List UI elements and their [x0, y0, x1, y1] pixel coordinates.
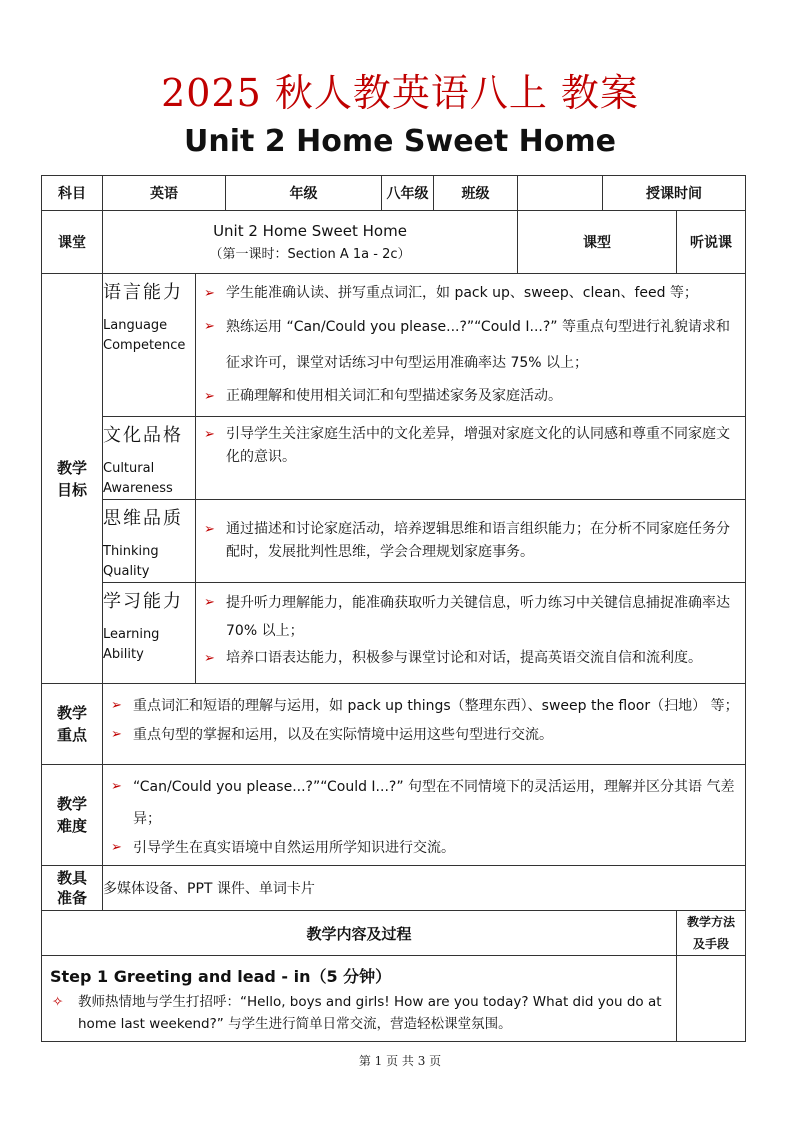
list-item: ➢ “Can/Could you please...?”“Could I...?” 句型在不同情境下的灵活运用，理解并区分其语 气差异； [111, 771, 739, 835]
arrow-bullet-icon: ➢ [204, 427, 215, 442]
objective-row-learning [42, 583, 746, 684]
process-header-row [42, 911, 746, 956]
competency-en: Cultural Awareness [103, 461, 173, 496]
competency-zh: 学习能力 [103, 591, 183, 612]
arrow-bullet-icon: ➢ [204, 522, 215, 537]
lesson-plan-table [41, 175, 746, 1042]
competency-en: Learning Ability [103, 627, 160, 662]
info-row [42, 176, 746, 211]
arrow-bullet-icon: ➢ [111, 779, 122, 794]
objective-row-language [42, 274, 746, 417]
difficulties-row [42, 765, 746, 866]
arrow-bullet-icon: ➢ [204, 319, 215, 334]
objective-row-thinking [42, 500, 746, 583]
lesson-section: （第一课时：Section A 1a - 2c） [209, 247, 411, 262]
objective-row-cultural [42, 417, 746, 500]
arrow-bullet-icon: ➢ [111, 727, 122, 742]
unit-title: Unit 2 Home Sweet Home [184, 124, 616, 159]
list-item: ➢ 引导学生在真实语境中自然运用所学知识进行交流。 [111, 837, 739, 859]
competency-thinking [103, 500, 196, 583]
lesson-row [42, 211, 746, 274]
step-row [42, 956, 746, 1042]
difficulties-content [103, 765, 746, 866]
class-value [518, 176, 603, 211]
key-points-label: 教学重点 [42, 684, 103, 765]
type-value: 听说课 [677, 211, 746, 274]
arrow-bullet-icon: ➢ [111, 840, 122, 855]
process-header: 教学内容及过程 [42, 911, 677, 956]
tools-row [42, 866, 746, 911]
competency-cultural [103, 417, 196, 500]
competency-items [196, 500, 746, 583]
time-label: 授课时间 [603, 176, 746, 211]
difficulties-label: 教学难度 [42, 765, 103, 866]
arrow-bullet-icon: ➢ [111, 698, 122, 713]
arrow-bullet-icon: ➢ [204, 651, 215, 666]
objectives-label: 教学目标 [42, 274, 103, 684]
key-points-content [103, 684, 746, 765]
competency-items [196, 274, 746, 417]
page-footer: 第 1 页 共 3 页 [358, 1054, 442, 1068]
list-item: ➢ 引导学生关注家庭生活中的文化差异，增强对家庭文化的认同感和尊重不同家庭文化的意识。 [204, 423, 739, 469]
step-method [677, 956, 746, 1042]
step-title: Step 1 Greeting and lead - in（5 分钟） [50, 967, 392, 986]
list-item: ➢ 培养口语表达能力，积极参与课堂讨论和对话，提高英语交流自信和流利度。 [204, 647, 739, 670]
competency-learning [103, 583, 196, 684]
diamond-bullet-icon: ✧ [52, 994, 64, 1010]
competency-items [196, 417, 746, 500]
list-item: ➢ 重点词汇和短语的理解与运用，如 pack up things（整理东西）、sweep the floor（扫地） 等； [111, 690, 739, 722]
competency-en: Language Competence [103, 318, 186, 353]
competency-items [196, 583, 746, 684]
list-item: ➢ 提升听力理解能力，能准确获取听力关键信息，听力练习中关键信息捕捉准确率达 70% 以上； [204, 589, 739, 645]
list-item: ➢ 通过描述和讨论家庭活动，培养逻辑思维和语言组织能力；在分析不同家庭任务分配时，发展批判性思维，学会合理规划家庭事务。 [204, 518, 739, 564]
grade-value: 八年级 [382, 176, 434, 211]
step-item: ✧ 教师热情地与学生打招呼：“Hello, boys and girls! How are you today? What did you do at home last weekend?” 与学生进行简单日常交流，营造轻松课堂氛围。 [42, 991, 676, 1041]
list-item: ➢ 重点句型的掌握和运用，以及在实际情境中运用这些句型进行交流。 [111, 724, 739, 746]
list-item: ➢ 熟练运用 “Can/Could you please...?”“Could I...?” 等重点句型进行礼貌请求和征求许可，课堂对话练习中句型运用准确率达 75% 以上； [204, 309, 739, 381]
key-points-row [42, 684, 746, 765]
list-item: ➢ 学生能准确认读、拼写重点词汇，如 pack up、sweep、clean、feed 等； [204, 280, 739, 307]
lesson-label: 课堂 [42, 211, 103, 274]
arrow-bullet-icon: ➢ [204, 286, 215, 301]
tools-content: 多媒体设备、PPT 课件、单词卡片 [103, 866, 746, 911]
competency-zh: 文化品格 [103, 425, 183, 446]
grade-label: 年级 [226, 176, 382, 211]
list-item: ➢ 正确理解和使用相关词汇和句型描述家务及家庭活动。 [204, 383, 739, 410]
arrow-bullet-icon: ➢ [204, 389, 215, 404]
tools-label: 教具准备 [42, 866, 103, 911]
competency-language [103, 274, 196, 417]
step-content [42, 956, 677, 1042]
class-label: 班级 [434, 176, 518, 211]
competency-zh: 思维品质 [103, 508, 183, 529]
document-title: 2025 秋人教英语八上 教案 [161, 71, 639, 115]
method-header: 教学方法及手段 [677, 911, 746, 956]
competency-en: Thinking Quality [103, 544, 159, 579]
subject-label: 科目 [42, 176, 103, 211]
arrow-bullet-icon: ➢ [204, 595, 215, 610]
subject-value: 英语 [103, 176, 226, 211]
competency-zh: 语言能力 [103, 282, 183, 303]
type-label: 课型 [518, 211, 677, 274]
lesson-title: Unit 2 Home Sweet Home [213, 222, 407, 240]
lesson-info [103, 211, 518, 274]
